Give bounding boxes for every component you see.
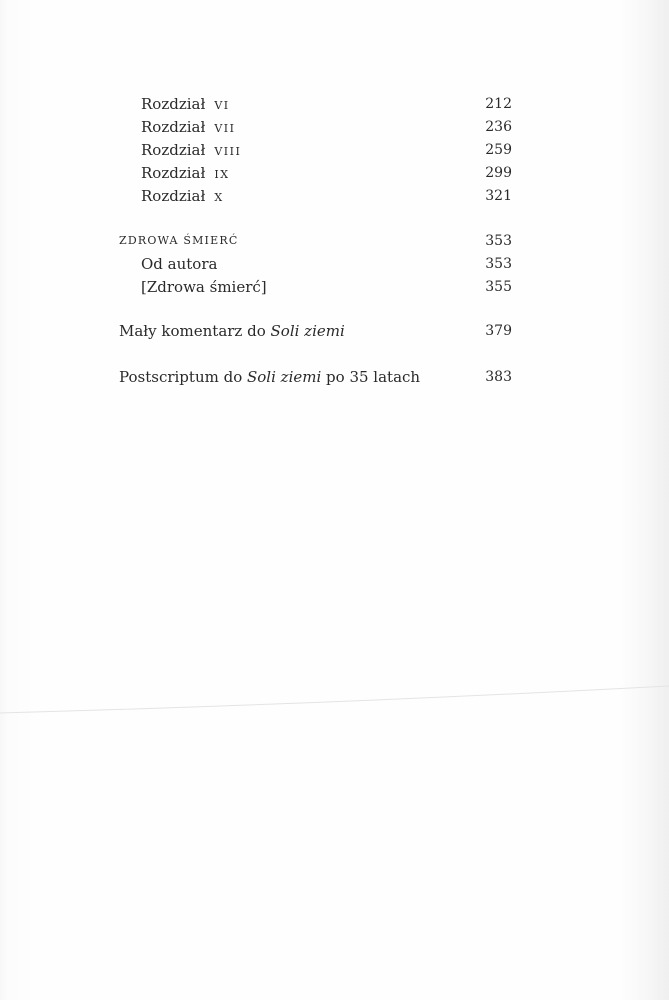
chapter-label: Rozdział xyxy=(141,164,206,182)
chapter-numeral: VIII xyxy=(214,145,242,158)
page-number: 236 xyxy=(485,119,512,135)
entry-title-prefix: Mały komentarz do xyxy=(119,322,271,340)
toc-entry-od-autora xyxy=(0,253,669,275)
page-number: 379 xyxy=(485,323,512,339)
toc-entry-chapter-6 xyxy=(0,93,669,115)
toc-entry-chapter-7 xyxy=(0,116,669,138)
page-number: 321 xyxy=(485,188,512,204)
page-number: 212 xyxy=(485,96,512,112)
chapter-label: Rozdział xyxy=(141,118,206,136)
page-number: 259 xyxy=(485,142,512,158)
toc-entry-chapter-8 xyxy=(0,139,669,161)
entry-title: Od autora xyxy=(141,255,218,273)
page-number: 355 xyxy=(485,279,512,295)
page-number: 383 xyxy=(485,369,512,385)
chapter-numeral: X xyxy=(214,191,224,204)
toc-entry-chapter-10 xyxy=(0,185,669,207)
chapter-numeral: VI xyxy=(214,99,230,112)
toc-section-heading xyxy=(0,230,669,252)
toc-entry-postscript xyxy=(0,366,669,388)
entry-title-prefix: Postscriptum do xyxy=(119,368,247,386)
page-number: 299 xyxy=(485,165,512,181)
entry-title: [Zdrowa śmierć] xyxy=(141,278,267,296)
chapter-label: Rozdział xyxy=(141,141,206,159)
entry-title-suffix: po 35 latach xyxy=(321,368,421,386)
toc-entry-chapter-9 xyxy=(0,162,669,184)
chapter-numeral: VII xyxy=(214,122,236,135)
toc-entry-commentary xyxy=(0,320,669,342)
chapter-label: Rozdział xyxy=(141,95,206,113)
toc-entry-zdrowa-smierc xyxy=(0,276,669,298)
entry-title-italic: Soli ziemi xyxy=(270,322,345,340)
section-title: ZDROWA ŚMIERĆ xyxy=(119,234,239,247)
page-number: 353 xyxy=(485,233,512,249)
page-number: 353 xyxy=(485,256,512,272)
chapter-label: Rozdział xyxy=(141,187,206,205)
chapter-numeral: IX xyxy=(214,168,230,181)
entry-title-italic: Soli ziemi xyxy=(247,368,322,386)
